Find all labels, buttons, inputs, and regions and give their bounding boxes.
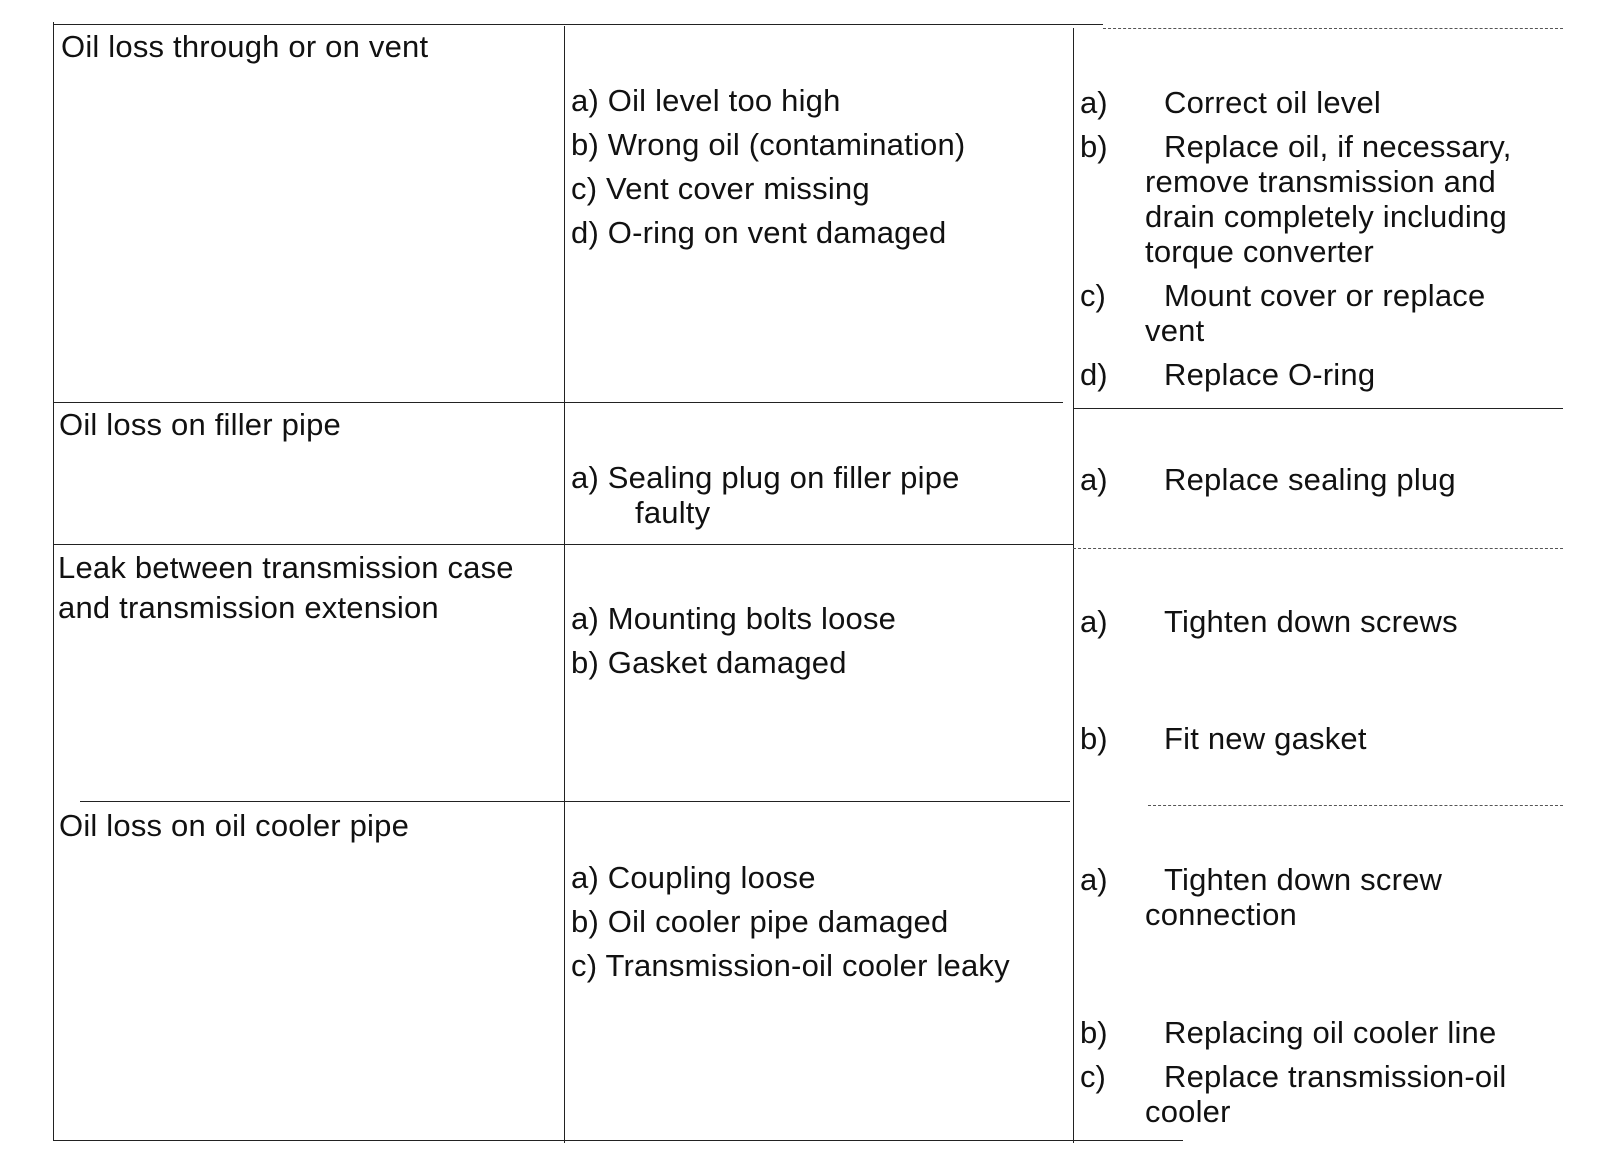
remedy-tag: b) <box>1080 129 1108 164</box>
remedy-tag: c) <box>1080 278 1106 313</box>
problem-leak: Leak between transmission case <box>58 550 514 585</box>
column-divider-2 <box>1073 28 1074 1143</box>
cause-item: d) O-ring on vent damaged <box>571 215 947 250</box>
remedy-item: Replace transmission-oil <box>1164 1059 1507 1094</box>
problem-filler-pipe: Oil loss on filler pipe <box>59 407 341 442</box>
remedy-item: Fit new gasket <box>1164 721 1367 756</box>
table-top-border <box>53 24 1103 25</box>
remedy-item-cont: drain completely including <box>1145 199 1507 234</box>
row-divider-3-right <box>1148 805 1563 806</box>
remedy-tag: a) <box>1080 462 1108 497</box>
table-top-border-right <box>1103 28 1563 29</box>
cause-item: a) Oil level too high <box>571 83 841 118</box>
remedy-tag: b) <box>1080 1015 1108 1050</box>
cause-item: b) Gasket damaged <box>571 645 847 680</box>
cause-item: c) Vent cover missing <box>571 171 870 206</box>
remedy-tag: a) <box>1080 862 1108 897</box>
remedy-item: Replacing oil cooler line <box>1164 1015 1497 1050</box>
column-divider-1 <box>564 26 565 1143</box>
remedy-item-cont: vent <box>1145 313 1205 348</box>
cause-item: b) Wrong oil (contamination) <box>571 127 966 162</box>
cause-item: c) Transmission-oil cooler leaky <box>571 948 1010 983</box>
remedy-item: Correct oil level <box>1164 85 1382 120</box>
remedy-item: Replace O-ring <box>1164 357 1376 392</box>
problem-vent: Oil loss through or on vent <box>61 29 429 64</box>
remedy-item: Replace oil, if necessary, <box>1164 129 1512 164</box>
remedy-tag: d) <box>1080 357 1108 392</box>
remedy-tag: a) <box>1080 85 1108 120</box>
remedy-item: Replace sealing plug <box>1164 462 1456 497</box>
remedy-item: Tighten down screw <box>1164 862 1443 897</box>
table-bottom-border <box>53 1140 1183 1141</box>
row-divider-3 <box>80 801 1070 802</box>
remedy-tag: a) <box>1080 604 1108 639</box>
row-divider-1-right <box>1073 408 1563 409</box>
cause-item-cont: faulty <box>635 495 711 530</box>
remedy-item: Tighten down screws <box>1164 604 1458 639</box>
remedy-item: Mount cover or replace <box>1164 278 1486 313</box>
row-divider-2-right <box>1073 548 1563 549</box>
cause-item: a) Coupling loose <box>571 860 816 895</box>
problem-oil-cooler-pipe: Oil loss on oil cooler pipe <box>59 808 410 843</box>
row-divider-2 <box>53 544 1073 545</box>
cause-item: a) Sealing plug on filler pipe <box>571 460 960 495</box>
table-left-border <box>53 22 54 1140</box>
cause-item: b) Oil cooler pipe damaged <box>571 904 949 939</box>
cause-item: a) Mounting bolts loose <box>571 601 897 636</box>
remedy-item-cont: connection <box>1145 897 1297 932</box>
row-divider-1 <box>53 402 1063 403</box>
remedy-tag: c) <box>1080 1059 1106 1094</box>
remedy-tag: b) <box>1080 721 1108 756</box>
problem-leak-cont: and transmission extension <box>58 590 439 625</box>
remedy-item-cont: cooler <box>1145 1094 1231 1129</box>
remedy-item-cont: remove transmission and <box>1145 164 1496 199</box>
remedy-item-cont: torque converter <box>1145 234 1374 269</box>
